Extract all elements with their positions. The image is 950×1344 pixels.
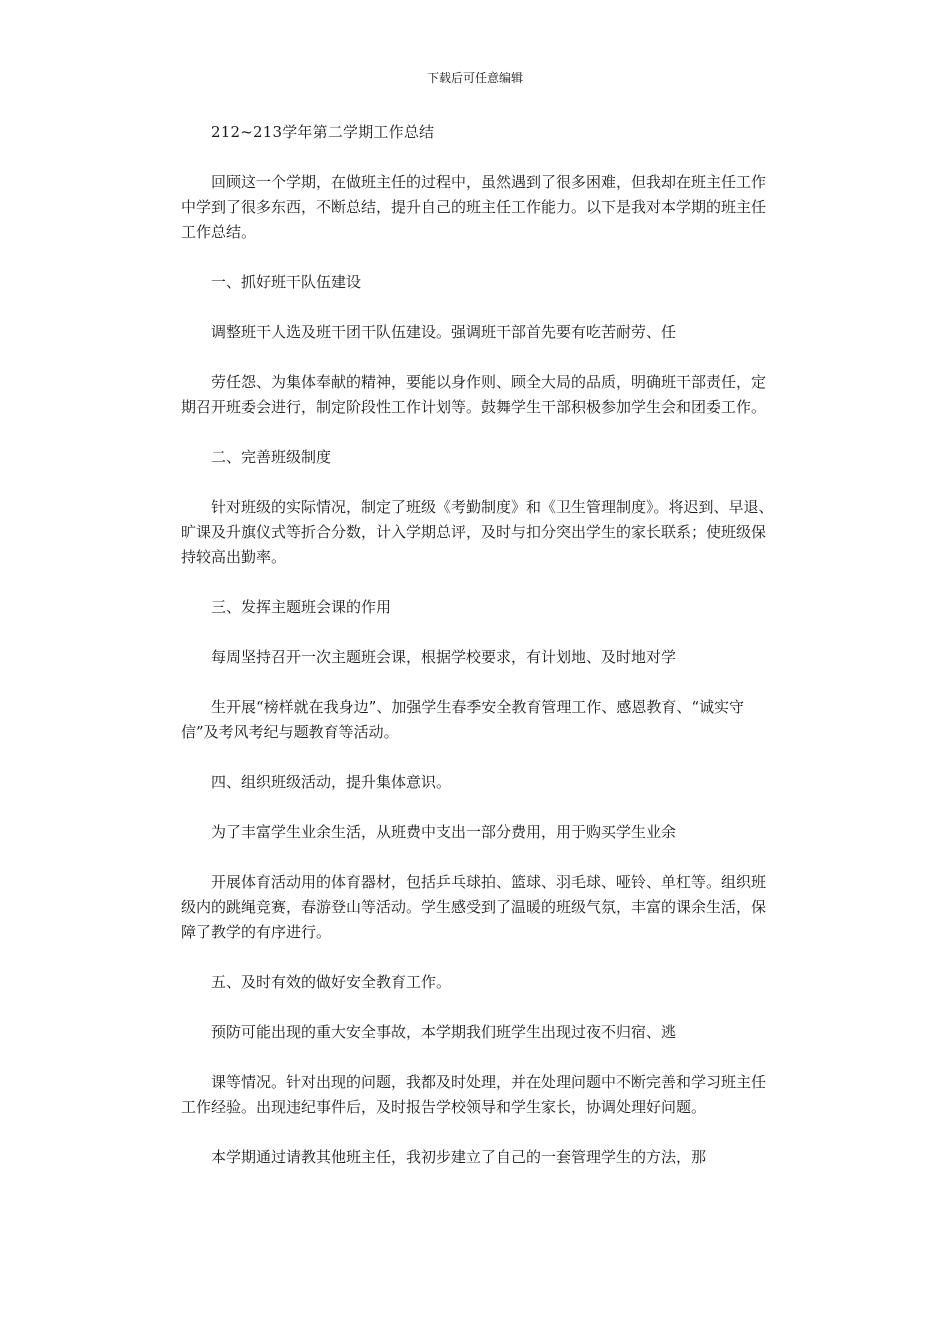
paragraph: 预防可能出现的重大安全事故，本学期我们班学生出现过夜不归宿、逃 — [211, 1023, 677, 1041]
page-header-note: 下载后可任意编辑 — [426, 71, 523, 85]
section-heading-3: 三、发挥主题班会课的作用 — [211, 598, 392, 616]
paragraph: 调整班干人选及班干团干队伍建设。强调班干部首先要有吃苦耐劳、任 — [211, 323, 677, 341]
paragraph: 生开展“榜样就在我身边”、加强学生春季安全教育管理工作、感恩教育、“诚实守信”及考风考纪与题教育等活动。 — [181, 698, 745, 741]
section-heading-1: 一、抓好班干队伍建设 — [211, 273, 362, 291]
document-title: 212~213学年第二学期工作总结 — [211, 123, 435, 141]
paragraph: 开展体育活动用的体育器材，包括乒乓球拍、篮球、羽毛球、哑铃、单杠等。组织班级内的跳绳竞赛，春游登山等活动。学生感受到了温暖的班级气氛，丰富的课余生活，保障了教学的有序进行。 — [181, 873, 767, 941]
section-heading-5: 五、及时有效的做好安全教育工作。 — [211, 973, 452, 991]
document-body — [181, 120, 777, 1195]
paragraph: 针对班级的实际情况，制定了班级《考勤制度》和《卫生管理制度》。将迟到、早退、旷课及升旗仪式等折合分数，计入学期总评，及时与扣分突出学生的家长联系；使班级保持较高出勤率。 — [181, 498, 774, 566]
paragraph: 为了丰富学生业余生活，从班费中支出一部分费用，用于购买学生业余 — [211, 823, 677, 841]
paragraph-intro: 回顾这一个学期，在做班主任的过程中，虽然遇到了很多困难，但我却在班主任工作中学到了很多东西，不断总结，提升自己的班主任工作能力。以下是我对本学期的班主任工作总结。 — [181, 173, 767, 241]
paragraph: 劳任怨、为集体奉献的精神，要能以身作则、顾全大局的品质，明确班干部责任，定期召开班委会进行，制定阶段性工作计划等。鼓舞学生干部积极参加学生会和团委工作。 — [181, 373, 767, 416]
paragraph: 课等情况。针对出现的问题，我都及时处理，并在处理问题中不断完善和学习班主任工作经验。出现违纪事件后，及时报告学校领导和学生家长，协调处理好问题。 — [181, 1073, 767, 1116]
section-heading-4: 四、组织班级活动，提升集体意识。 — [211, 773, 452, 791]
paragraph-closing: 本学期通过请教其他班主任，我初步建立了自己的一套管理学生的方法，那 — [211, 1148, 707, 1166]
section-heading-2: 二、完善班级制度 — [211, 448, 332, 466]
paragraph: 每周坚持召开一次主题班会课，根据学校要求，有计划地、及时地对学 — [211, 648, 677, 666]
